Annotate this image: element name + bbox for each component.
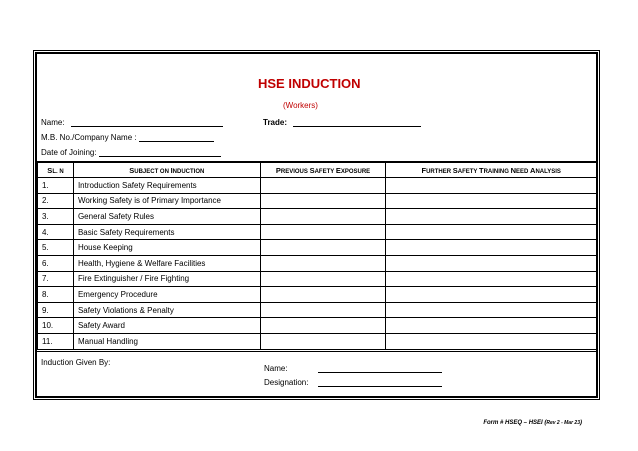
further-training-cell[interactable] (386, 178, 597, 194)
form-reference: Form # HSEQ – HSEI (Rev 2 - Mar 23) (483, 420, 582, 426)
row-number: 7. (38, 271, 74, 287)
previous-exposure-cell[interactable] (260, 224, 386, 240)
further-training-cell[interactable] (386, 209, 597, 225)
designation-input-line[interactable] (318, 378, 442, 387)
further-training-cell[interactable] (386, 240, 597, 256)
date-of-joining-label: Date of Joining: (41, 148, 97, 157)
previous-exposure-cell[interactable] (260, 193, 386, 209)
signature-section (37, 351, 597, 397)
trade-label: Trade: (263, 118, 288, 127)
row-number: 10. (38, 318, 74, 334)
row-subject: Manual Handling (73, 334, 260, 350)
table-row (38, 287, 597, 303)
trade-input-line[interactable] (293, 118, 421, 127)
table-header-row (38, 162, 597, 178)
further-training-cell[interactable] (386, 271, 597, 287)
designation-label: Designation: (264, 378, 309, 387)
trade-field (263, 118, 421, 127)
previous-exposure-cell[interactable] (260, 271, 386, 287)
row-subject: Working Safety is of Primary Importance (73, 193, 260, 209)
row-number: 1. (38, 178, 74, 194)
table-row (38, 334, 597, 350)
row-subject: Basic Safety Requirements (73, 224, 260, 240)
table-row (38, 178, 597, 194)
mb-company-input-line[interactable] (139, 133, 214, 142)
header-subject: SUBJECT ON INDUCTION (73, 162, 260, 178)
induction-given-by-label: Induction Given By: (41, 358, 111, 367)
row-subject: Health, Hygiene & Welfare Facilities (73, 256, 260, 272)
further-training-cell[interactable] (386, 256, 597, 272)
designation-field (264, 378, 442, 387)
table-row (38, 209, 597, 225)
table-row (38, 193, 597, 209)
row-number: 3. (38, 209, 74, 225)
row-subject: House Keeping (73, 240, 260, 256)
mb-company-field (41, 133, 214, 142)
mb-company-label: M.B. No./Company Name : (41, 133, 137, 142)
row-number: 6. (38, 256, 74, 272)
previous-exposure-cell[interactable] (260, 209, 386, 225)
header-further-training: FURTHER SAFETY TRAINING NEED ANALYSIS (386, 162, 597, 178)
further-training-cell[interactable] (386, 302, 597, 318)
row-number: 9. (38, 302, 74, 318)
page-subtitle: (Workers) (283, 101, 318, 110)
table-row (38, 256, 597, 272)
previous-exposure-cell[interactable] (260, 240, 386, 256)
row-subject: Safety Violations & Penalty (73, 302, 260, 318)
header-sl-no: SL. N (38, 162, 74, 178)
signer-name-field (264, 364, 442, 373)
previous-exposure-cell[interactable] (260, 318, 386, 334)
further-training-cell[interactable] (386, 193, 597, 209)
name-input-line[interactable] (71, 118, 223, 127)
further-training-cell[interactable] (386, 334, 597, 350)
previous-exposure-cell[interactable] (260, 334, 386, 350)
row-number: 4. (38, 224, 74, 240)
row-number: 2. (38, 193, 74, 209)
table-row (38, 240, 597, 256)
date-of-joining-input-line[interactable] (99, 148, 221, 157)
table-row (38, 318, 597, 334)
previous-exposure-cell[interactable] (260, 302, 386, 318)
row-subject: Safety Award (73, 318, 260, 334)
table-row (38, 302, 597, 318)
previous-exposure-cell[interactable] (260, 178, 386, 194)
further-training-cell[interactable] (386, 318, 597, 334)
name-label: Name: (41, 118, 65, 127)
previous-exposure-cell[interactable] (260, 287, 386, 303)
further-training-cell[interactable] (386, 287, 597, 303)
row-number: 8. (38, 287, 74, 303)
table-row (38, 271, 597, 287)
signer-name-label: Name: (264, 364, 288, 373)
row-subject: Fire Extinguisher / Fire Fighting (73, 271, 260, 287)
row-number: 11. (38, 334, 74, 350)
previous-exposure-cell[interactable] (260, 256, 386, 272)
induction-table (37, 161, 597, 350)
table-row (38, 224, 597, 240)
row-number: 5. (38, 240, 74, 256)
row-subject: Introduction Safety Requirements (73, 178, 260, 194)
date-of-joining-field (41, 148, 221, 157)
further-training-cell[interactable] (386, 224, 597, 240)
signer-name-input-line[interactable] (318, 364, 442, 373)
row-subject: General Safety Rules (73, 209, 260, 225)
name-field (41, 118, 223, 127)
header-previous-exposure: PREVIOUS SAFETY EXPOSURE (260, 162, 386, 178)
row-subject: Emergency Procedure (73, 287, 260, 303)
